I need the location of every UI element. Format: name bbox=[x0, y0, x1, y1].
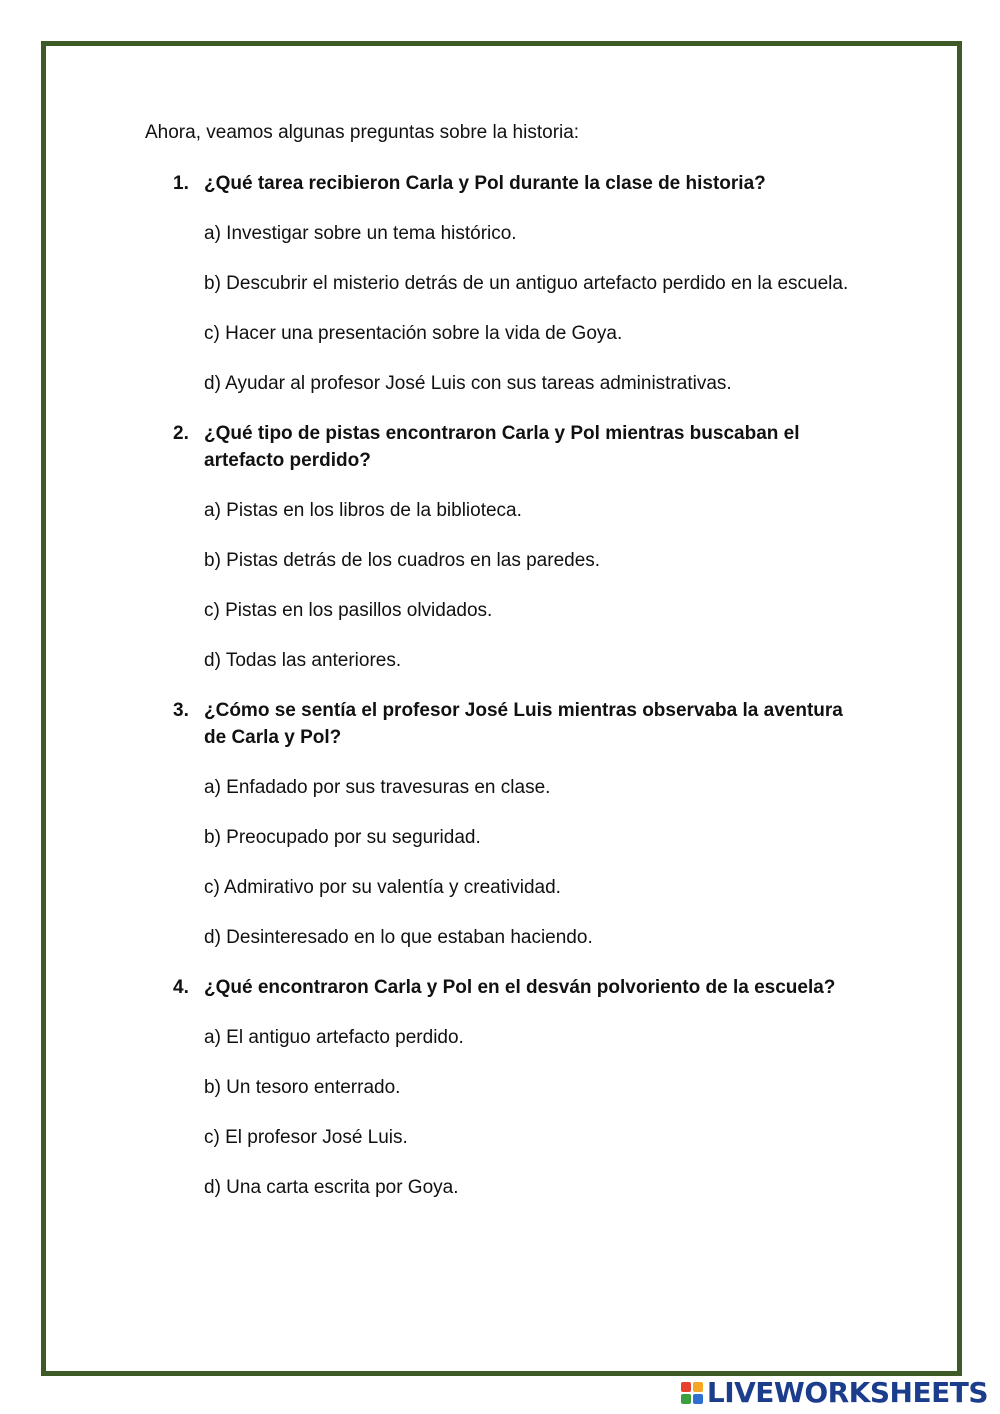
answer-option[interactable]: b) Pistas detrás de los cuadros en las paredes. bbox=[204, 550, 601, 571]
logo-square-icon bbox=[681, 1394, 691, 1404]
answer-option[interactable]: c) Admirativo por su valentía y creatividad. bbox=[204, 877, 561, 898]
intro-text: Ahora, veamos algunas preguntas sobre la historia: bbox=[145, 122, 580, 143]
answer-option[interactable]: a) Investigar sobre un tema histórico. bbox=[204, 223, 517, 244]
answer-option[interactable]: d) Todas las anteriores. bbox=[204, 650, 402, 671]
question-text: ¿Qué tipo de pistas encontraron Carla y Pol mientras buscaban el artefacto perdido? bbox=[204, 423, 800, 471]
logo-square-icon bbox=[693, 1382, 703, 1392]
question-number: 2. bbox=[173, 423, 189, 444]
answer-option[interactable]: a) El antiguo artefacto perdido. bbox=[204, 1027, 464, 1048]
answer-option[interactable]: b) Un tesoro enterrado. bbox=[204, 1077, 401, 1098]
answer-option[interactable]: b) Preocupado por su seguridad. bbox=[204, 827, 481, 848]
question-text: ¿Qué encontraron Carla y Pol en el desván polvoriento de la escuela? bbox=[204, 977, 836, 998]
question-4 bbox=[173, 974, 853, 1201]
answer-option[interactable]: a) Enfadado por sus travesuras en clase. bbox=[204, 777, 551, 798]
question-3 bbox=[173, 697, 853, 974]
question-text: ¿Cómo se sentía el profesor José Luis mientras observaba la aventura de Carla y Pol? bbox=[204, 700, 843, 748]
logo-square-icon bbox=[681, 1382, 691, 1392]
answer-option[interactable]: c) El profesor José Luis. bbox=[204, 1127, 408, 1148]
answer-option[interactable]: c) Pistas en los pasillos olvidados. bbox=[204, 600, 493, 621]
answer-option[interactable]: c) Hacer una presentación sobre la vida de Goya. bbox=[204, 323, 623, 344]
question-2 bbox=[173, 420, 853, 697]
question-number: 4. bbox=[173, 977, 189, 998]
liveworksheets-logo-icon bbox=[681, 1382, 703, 1404]
question-text: ¿Qué tarea recibieron Carla y Pol durante la clase de historia? bbox=[204, 173, 766, 194]
answer-option[interactable]: a) Pistas en los libros de la biblioteca. bbox=[204, 500, 522, 521]
logo-text: LIVEWORKSHEETS bbox=[706, 1376, 988, 1409]
answer-option[interactable]: d) Desinteresado en lo que estaban haciendo. bbox=[204, 927, 593, 948]
answer-option[interactable]: d) Una carta escrita por Goya. bbox=[204, 1177, 459, 1198]
liveworksheets-logo[interactable] bbox=[681, 1376, 988, 1409]
logo-square-icon bbox=[693, 1394, 703, 1404]
question-1 bbox=[173, 170, 853, 420]
answer-option[interactable]: d) Ayudar al profesor José Luis con sus tareas administrativas. bbox=[204, 373, 732, 394]
question-number: 3. bbox=[173, 700, 189, 721]
answer-option[interactable]: b) Descubrir el misterio detrás de un antiguo artefacto perdido en la escuela. bbox=[204, 273, 849, 294]
question-list bbox=[173, 170, 853, 1201]
question-number: 1. bbox=[173, 173, 189, 194]
